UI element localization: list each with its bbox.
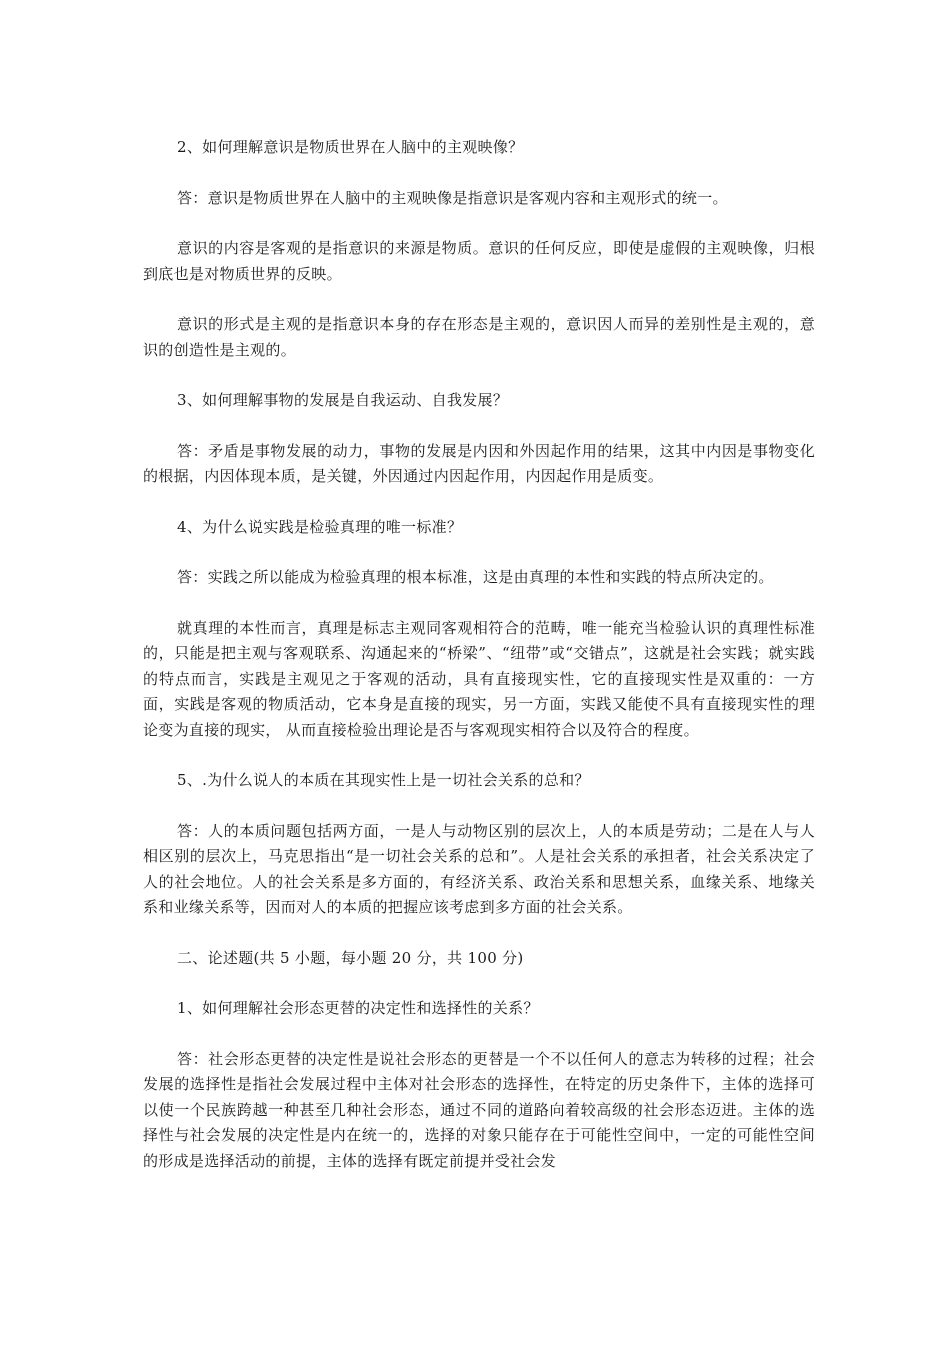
document-body [143,135,815,1174]
answer-2-content-paragraph: 意识的内容是客观的是指意识的来源是物质。意识的任何反应，即使是虚假的主观映像，归根到底也是对物质世界的反映。 [143,239,815,283]
answer-3-paragraph: 答：矛盾是事物发展的动力，事物的发展是内因和外因起作用的结果，这其中内因是事物变化的根据，内因体现本质，是关键，外因通过内因起作用，内因起作用是质变。 [143,441,815,485]
answer-4-intro: 答：实践之所以能成为检验真理的根本标准，这是由真理的本性和实践的特点所决定的。 [177,568,774,586]
question-2-heading: 2、如何理解意识是物质世界在人脑中的主观映像？ [177,138,524,156]
section-essay-heading: 二、论述题(共 5 小题，每小题 20 分，共 100 分) [177,948,524,967]
answer-4-detail-paragraph: 就真理的本性而言，真理是标志主观同客观相符合的范畴，唯一能充当检验认识的真理性标准的，只能是把主观与客观联系、沟通起来的“桥梁”、“纽带”或“交错点”，这就是社会实践；就实践的特点而言，实践是主观见之于客观的活动，具有直接现实性，它的直接现实性是双重的：一方面，实践是客观的物质活动，它本身是直接的现实，另一方面，实践又能使不具有直接现实性的理论变为直接的现实， 从而直接检验出理论是否与客观现实相符合以及符合的程度。 [143,618,815,739]
answer-2-form-paragraph: 意识的形式是主观的是指意识本身的存在形态是主观的，意识因人而异的差别性是主观的，意识的创造性是主观的。 [143,315,815,359]
answer-2-intro: 答：意识是物质世界在人脑中的主观映像是指意识是客观内容和主观形式的统一。 [177,188,728,207]
answer-5-paragraph: 答：人的本质问题包括两方面，一是人与动物区别的层次上，人的本质是劳动；二是在人与人相区别的层次上，马克思指出“是一切社会关系的总和”。人是社会关系的承担者，社会关系决定了人的社会地位。人的社会关系是多方面的，有经济关系、政治关系和思想关系，血缘关系、地缘关系和业缘关系等，因而对人的本质的把握应该考虑到多方面的社会关系。 [143,821,815,916]
essay-answer-1-paragraph: 答：社会形态更替的决定性是说社会形态的更替是一个不以任何人的意志为转移的过程；社会发展的选择性是指社会发展过程中主体对社会形态的选择性，在特定的历史条件下，主体的选择可以使一个民族跨越一种甚至几种社会形态，通过不同的道路向着较高级的社会形态迈进。主体的选择性与社会发展的决定性是内在统一的，选择的对象只能存在于可能性空间中，一定的可能性空间的形成是选择活动的前提，主体的选择有既定前提并受社会发 [143,1049,815,1170]
question-4-heading: 4、为什么说实践是检验真理的唯一标准？ [177,517,463,536]
question-3-heading: 3、如何理解事物的发展是自我运动、自我发展？ [177,391,509,409]
essay-question-1-heading: 1、如何理解社会形态更替的决定性和选择性的关系？ [177,999,539,1017]
question-5-heading: 5、.为什么说人的本质在其现实性上是一切社会关系的总和？ [177,771,590,789]
